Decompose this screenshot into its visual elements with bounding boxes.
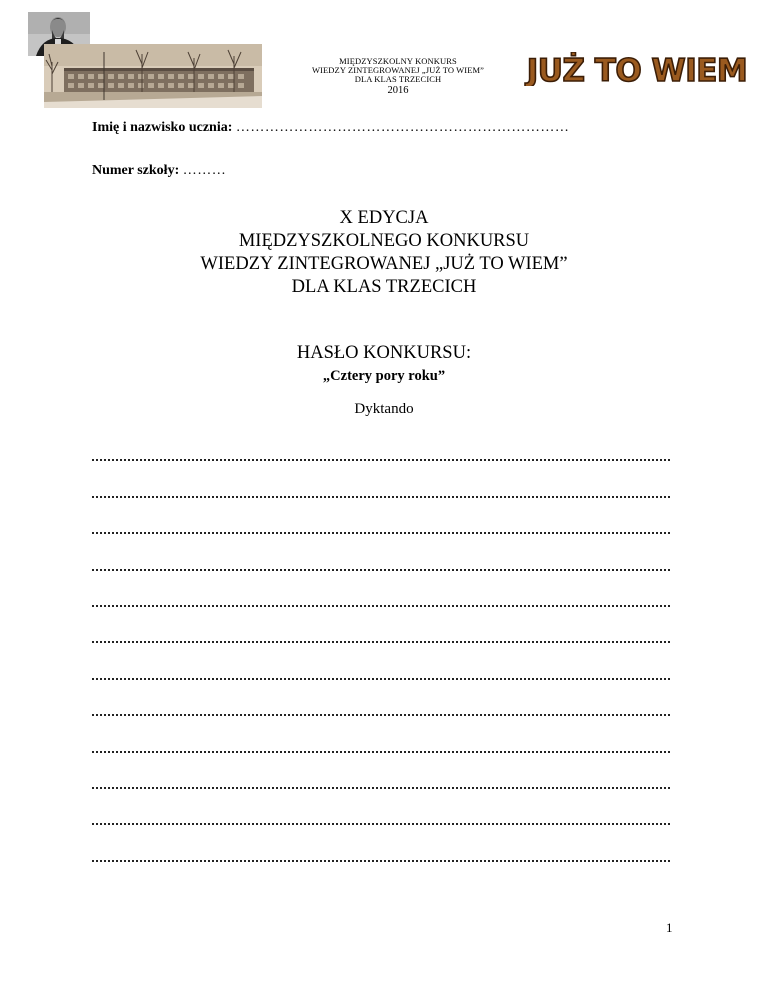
- student-name-label: Imię i nazwisko ucznia:: [92, 120, 233, 135]
- page-number: 1: [666, 920, 673, 935]
- answer-line[interactable]: [92, 523, 670, 559]
- answer-line[interactable]: [92, 596, 670, 632]
- school-number-field[interactable]: [92, 163, 226, 179]
- answer-line[interactable]: [92, 814, 670, 850]
- school-building-photo: [44, 44, 262, 108]
- answer-line[interactable]: [92, 741, 670, 777]
- title-line-1: X EDYCJA: [339, 208, 429, 228]
- dotted-rule: [92, 641, 670, 643]
- dotted-rule: [92, 496, 670, 498]
- answer-line[interactable]: [92, 632, 670, 668]
- contest-title: [0, 207, 768, 299]
- motto-text: „Cztery pory roku”: [322, 368, 446, 384]
- school-number-dots: ………: [182, 163, 227, 178]
- title-line-2: MIĘDZYSZKOLNEGO KONKURSU: [238, 231, 530, 251]
- answer-line[interactable]: [92, 668, 670, 704]
- dotted-rule: [92, 860, 670, 862]
- document-header: [258, 57, 538, 95]
- answer-line[interactable]: [92, 778, 670, 814]
- header-year: 2016: [387, 85, 409, 96]
- answer-line[interactable]: [92, 705, 670, 741]
- header-line-1: MIĘDZYSZKOLNY KONKURS: [339, 56, 457, 66]
- header-line-2: WIEDZY ZINTEGROWANEJ „JUŻ TO WIEM”: [311, 65, 485, 75]
- answer-line[interactable]: [92, 450, 670, 486]
- dotted-rule: [92, 751, 670, 753]
- contest-logo: [518, 52, 756, 86]
- dotted-rule: [92, 714, 670, 716]
- dotted-rule: [92, 823, 670, 825]
- dictation-title: Dyktando: [354, 401, 414, 417]
- svg-text:JUŻ TO WIEM: JUŻ TO WIEM: [526, 53, 748, 86]
- answer-line[interactable]: [92, 559, 670, 595]
- header-line-3: DLA KLAS TRZECICH: [354, 74, 442, 84]
- dotted-rule: [92, 678, 670, 680]
- answer-line[interactable]: [92, 486, 670, 522]
- dotted-rule: [92, 459, 670, 461]
- title-line-3: WIEDZY ZINTEGROWANEJ „JUŻ TO WIEM”: [200, 254, 568, 274]
- dictation-answer-area[interactable]: [92, 450, 670, 887]
- motto-heading: HASŁO KONKURSU:: [296, 343, 472, 363]
- answer-line[interactable]: [92, 850, 670, 886]
- dotted-rule: [92, 532, 670, 534]
- dotted-rule: [92, 787, 670, 789]
- dotted-rule: [92, 605, 670, 607]
- school-number-label: Numer szkoły:: [92, 163, 180, 178]
- title-line-4: DLA KLAS TRZECICH: [291, 277, 477, 297]
- student-name-dots: ……………………………………………………………: [235, 120, 570, 135]
- student-name-field[interactable]: [92, 120, 569, 136]
- dotted-rule: [92, 569, 670, 571]
